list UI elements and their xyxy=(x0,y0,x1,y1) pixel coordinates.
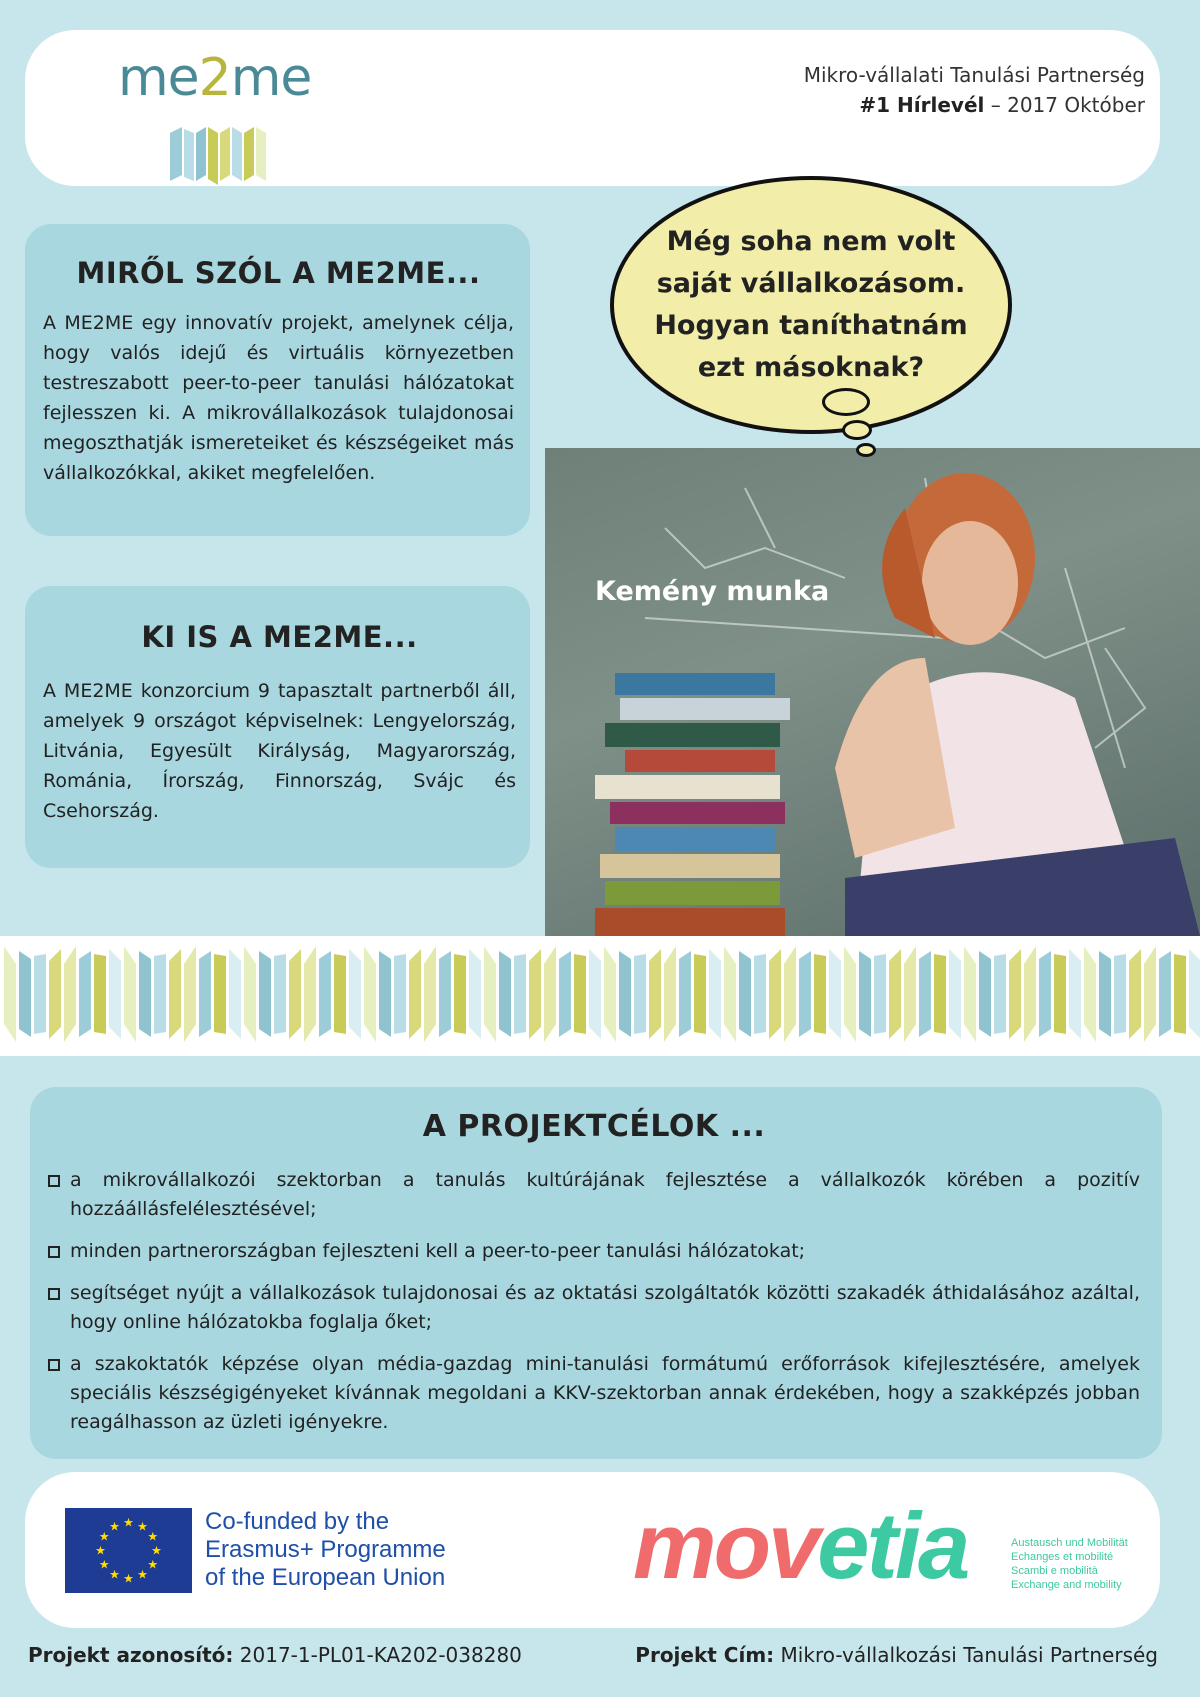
stripe xyxy=(1009,949,1021,1039)
eu-star-icon: ★ xyxy=(109,1519,120,1534)
eu-flag-icon xyxy=(65,1508,192,1593)
stripe xyxy=(814,954,826,1034)
eu-star-icon: ★ xyxy=(147,1529,159,1544)
stripes-pattern-icon xyxy=(0,936,1200,1056)
movetia-tagline xyxy=(1011,1536,1128,1592)
goal-text: minden partnerországban fejleszteni kell a peer-to-peer tanulási hálózatokat; xyxy=(70,1240,806,1262)
stripe xyxy=(244,946,256,1042)
stripe xyxy=(409,949,421,1039)
photo-illustration xyxy=(545,448,1200,936)
stripe xyxy=(784,946,796,1042)
newsletter-issue: #1 Hírlevél – 2017 Október xyxy=(859,93,1145,117)
stripe xyxy=(919,951,931,1037)
photo-hard-work xyxy=(545,448,1200,936)
stripe xyxy=(169,949,181,1039)
square-bullet-icon xyxy=(48,1359,60,1371)
stripe xyxy=(1114,954,1126,1034)
stripe xyxy=(934,954,946,1034)
eu-star-icon: ★ xyxy=(137,1519,148,1534)
decorative-stripe-band xyxy=(0,936,1200,1056)
eu-line-1: Co-funded by the xyxy=(205,1508,390,1535)
stripe xyxy=(574,954,586,1034)
about-box xyxy=(25,224,530,536)
stripe xyxy=(694,954,706,1034)
stripe xyxy=(679,951,691,1037)
project-title: Projekt Cím: Mikro-vállalkozási Tanulási Partnerség xyxy=(635,1643,1158,1667)
eu-star-icon: ★ xyxy=(123,1571,134,1586)
stripe xyxy=(469,949,481,1039)
movetia-tag-en: Exchange and mobility xyxy=(1011,1579,1122,1591)
eu-star-icon: ★ xyxy=(95,1543,106,1558)
stripe xyxy=(439,951,451,1037)
stripe xyxy=(889,949,901,1039)
stripe xyxy=(559,951,571,1037)
goals-title: A PROJEKTCÉLOK ... xyxy=(422,1109,766,1144)
stripe xyxy=(214,954,226,1034)
stripe xyxy=(1189,949,1200,1039)
stripe xyxy=(184,946,196,1042)
stripe xyxy=(229,949,241,1039)
movetia-tag-it: Scambi e mobilità xyxy=(1011,1565,1098,1577)
eu-star-icon: ★ xyxy=(98,1529,110,1544)
stripe xyxy=(364,946,376,1042)
goal-item xyxy=(48,1279,1140,1337)
stripe xyxy=(754,954,766,1034)
stripe xyxy=(1084,946,1096,1042)
stripe xyxy=(379,951,391,1037)
newsletter-info xyxy=(804,60,1145,120)
square-bullet-icon xyxy=(48,1175,60,1187)
goal-item xyxy=(48,1350,1140,1437)
stripe xyxy=(4,946,16,1042)
goal-text: segítséget nyújt a vállalkozások tulajdonosai és az oktatási szolgáltatók közötti szakadék áthidalásához azáltal, hogy online hálózatokba foglalja őket; xyxy=(70,1282,1140,1333)
thought-dot-large xyxy=(822,388,870,416)
who-title: KI IS A ME2ME... xyxy=(141,620,418,654)
eu-line-2: Erasmus+ Programme xyxy=(205,1536,446,1563)
stripe xyxy=(274,954,286,1034)
stripe xyxy=(1039,951,1051,1037)
stripe xyxy=(604,946,616,1042)
square-bullet-icon xyxy=(48,1246,60,1258)
stripe xyxy=(649,949,661,1039)
thought-bubble xyxy=(610,176,1012,434)
stripe xyxy=(859,951,871,1037)
stripe xyxy=(589,949,601,1039)
stripe xyxy=(79,951,91,1037)
stripe xyxy=(634,954,646,1034)
stripe xyxy=(289,949,301,1039)
stripe xyxy=(94,954,106,1034)
stripe xyxy=(829,949,841,1039)
stripe xyxy=(334,954,346,1034)
thought-dot-small xyxy=(856,443,876,457)
movetia-logo: movetia xyxy=(633,1493,968,1598)
stripe xyxy=(124,946,136,1042)
stripe xyxy=(514,954,526,1034)
stripe xyxy=(454,954,466,1034)
stripe xyxy=(619,951,631,1037)
stripe xyxy=(1069,949,1081,1039)
goal-item xyxy=(48,1237,1140,1266)
thought-bubble-text: Még soha nem volt saját vállalkozásom. Hogyan taníthatnám ezt másoknak? xyxy=(654,226,968,383)
photo-caption: Kemény munka xyxy=(595,576,830,607)
goal-text: a szakoktatók képzése olyan média-gazdag mini-tanulási formátumú erőforrások kifejlesztésére, amelyek speciális készségigényeket kívánnak megoldani a KKV-szektorban annak érdekében, hogy a szakképzés jobban reagálhasson az üzleti igényekre. xyxy=(70,1353,1140,1433)
eu-star-icon: ★ xyxy=(137,1567,148,1582)
who-text: A ME2ME konzorcium 9 tapasztalt partnerből áll, amelyek 9 országot képviselnek: Lengyelország, Litvánia, Egyesült Királyság, Magyarország, Románia, Írország, Finnország, Svájc és Csehország. xyxy=(43,680,516,822)
stripe xyxy=(874,954,886,1034)
stripe xyxy=(799,951,811,1037)
stripe xyxy=(1024,946,1036,1042)
me2me-logo xyxy=(90,46,310,171)
stripe xyxy=(19,951,31,1037)
stripe xyxy=(499,951,511,1037)
movetia-tag-de: Austausch und Mobilität xyxy=(1011,1537,1128,1549)
stripe xyxy=(484,946,496,1042)
stripe xyxy=(769,949,781,1039)
stripe xyxy=(724,946,736,1042)
goals-box xyxy=(30,1087,1162,1459)
about-title: MIRŐL SZÓL A ME2ME... xyxy=(76,256,481,290)
stripe xyxy=(994,954,1006,1034)
goal-text: a mikrovállalkozói szektorban a tanulás kultúrájának fejlesztése a vállalkozók körében a pozitív hozzáállásfelélesztésével; xyxy=(70,1169,1140,1220)
stripe xyxy=(259,951,271,1037)
stripe xyxy=(199,951,211,1037)
logo-stripes-icon xyxy=(170,123,268,187)
stripe xyxy=(304,946,316,1042)
stripe xyxy=(319,951,331,1037)
stripe xyxy=(1099,951,1111,1037)
project-id: Projekt azonosító: 2017-1-PL01-KA202-038280 xyxy=(28,1643,522,1667)
stripe xyxy=(709,949,721,1039)
eu-star-icon: ★ xyxy=(151,1543,162,1558)
eu-star-icon: ★ xyxy=(98,1557,110,1572)
stripe xyxy=(394,954,406,1034)
header xyxy=(25,30,1160,186)
stripe xyxy=(109,949,121,1039)
stripe xyxy=(34,954,46,1034)
stripe xyxy=(64,946,76,1042)
stripe xyxy=(349,949,361,1039)
stripe xyxy=(544,946,556,1042)
eu-star-icon: ★ xyxy=(109,1567,120,1582)
stripe xyxy=(949,949,961,1039)
erasmus-cofunded-text xyxy=(205,1508,446,1592)
stripe xyxy=(529,949,541,1039)
eu-line-3: of the European Union xyxy=(205,1564,446,1591)
stripe xyxy=(1054,954,1066,1034)
thought-dot-medium xyxy=(842,420,872,440)
stripe xyxy=(154,954,166,1034)
stripe xyxy=(664,946,676,1042)
goal-item xyxy=(48,1166,1140,1224)
stripe xyxy=(139,951,151,1037)
stripe xyxy=(904,946,916,1042)
eu-star-icon: ★ xyxy=(147,1557,159,1572)
stripe xyxy=(1144,946,1156,1042)
stripe xyxy=(844,946,856,1042)
stripe xyxy=(979,951,991,1037)
stripe xyxy=(964,946,976,1042)
stripe xyxy=(739,951,751,1037)
movetia-tag-fr: Echanges et mobilité xyxy=(1011,1551,1114,1563)
eu-star-icon: ★ xyxy=(123,1515,134,1530)
stripe xyxy=(49,949,61,1039)
stripe xyxy=(424,946,436,1042)
stripe xyxy=(1159,951,1171,1037)
who-box xyxy=(25,586,530,868)
stripe xyxy=(1129,949,1141,1039)
newsletter-subtitle: Mikro-vállalati Tanulási Partnerség xyxy=(803,63,1145,87)
about-text: A ME2ME egy innovatív projekt, amelynek célja, hogy valós idejű és virtuális környezetben testreszabott peer-to-peer tanulási hálózatokat fejlesszen ki. A mikrovállalkozások tulajdonosai megoszthatják ismereteiket és készségeiket más vállalkozókkal, akiket megfelelően. xyxy=(43,312,514,484)
square-bullet-icon xyxy=(48,1288,60,1300)
stripe xyxy=(1174,954,1186,1034)
footer-logos xyxy=(25,1472,1160,1628)
logo-text: me2me xyxy=(118,48,312,108)
